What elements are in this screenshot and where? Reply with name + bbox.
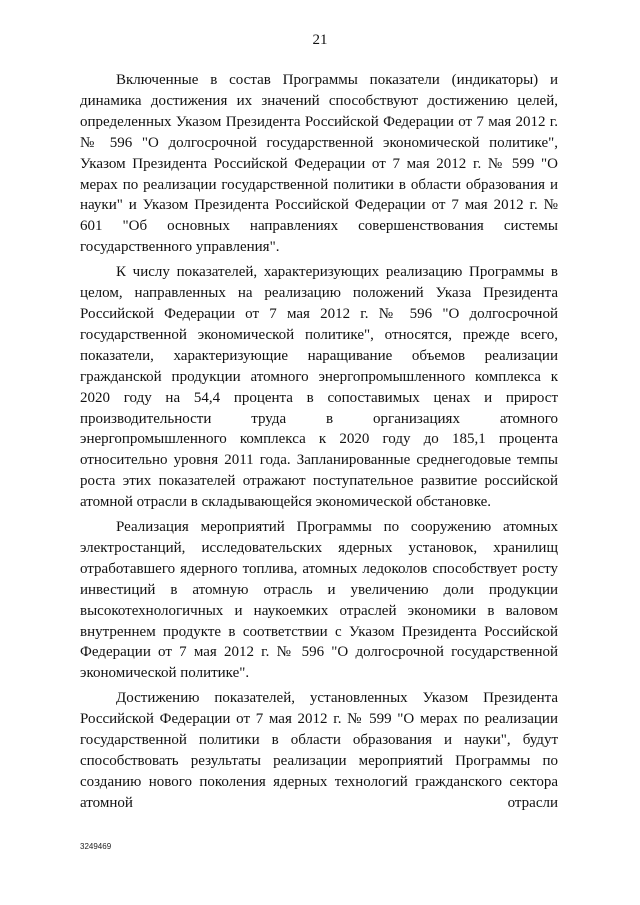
document-code: 3249469: [80, 842, 112, 851]
document-body: [80, 70, 558, 818]
page-number: 21: [312, 32, 328, 48]
paragraph-construction: Реализация мероприятий Программы по сооружению атомных электростанций, исследовательских ядерных установок, хранилищ отработавшего ядерного топлива, атомных ледоколов способствует росту инвестиций в атомную отрасль и увеличению доли продукции высокотехнологичных и наукоемких отраслей экономики в валовом внутреннем продукте в соответствии с Указом Президента Российской Федерации от 7 мая 2012 г. № 596 "О долгосрочной государственной экономической политике".: [80, 519, 558, 682]
paragraph-program-indicators: К числу показателей, характеризующих реализацию Программы в целом, направленных на реализацию положений Указа Президента Российской Федерации от 7 мая 2012 г. № 596 "О долгосрочной государственной экономической политике", относятся, прежде всего, показатели, характеризующие наращивание объемов реализации гражданской продукции атомного энергопромышленного комплекса к 2020 году на 54,4 процента в сопоставимых ценах и прирост производительности труда в организациях атомного энергопромышленного комплекса к 2020 году до 185,1 процента относительно уровня 2011 года. Запланированные среднегодовые темпы роста этих показателей отражают поступательное развитие российской атомной отрасли в складывающейся экономической обстановке.: [80, 264, 558, 511]
paragraph-indicators: Включенные в состав Программы показатели (индикаторы) и динамика достижения их значений способствуют достижению целей, определенных Указом Президента Российской Федерации от 7 мая 2012 г. № 596 "О долгосрочной государственной экономической политике", Указом Президента Российской Федерации от 7 мая 2012 г. № 599 "О мерах по реализации государственной политики в области образования и науки" и Указом Президента Российской Федерации от 7 мая 2012 г. № 601 "Об основных направлениях совершенствования системы государственного управления".: [80, 72, 558, 256]
paragraph-education-science: Достижению показателей, установленных Указом Президента Российской Федерации от 7 мая 2012 г. № 599 "О мерах по реализации государственной политики в области образования и науки", будут способствовать результаты реализации мероприятий Программы по созданию нового поколения ядерных технологий гражданского сектора атомной отрасли: [80, 690, 558, 811]
